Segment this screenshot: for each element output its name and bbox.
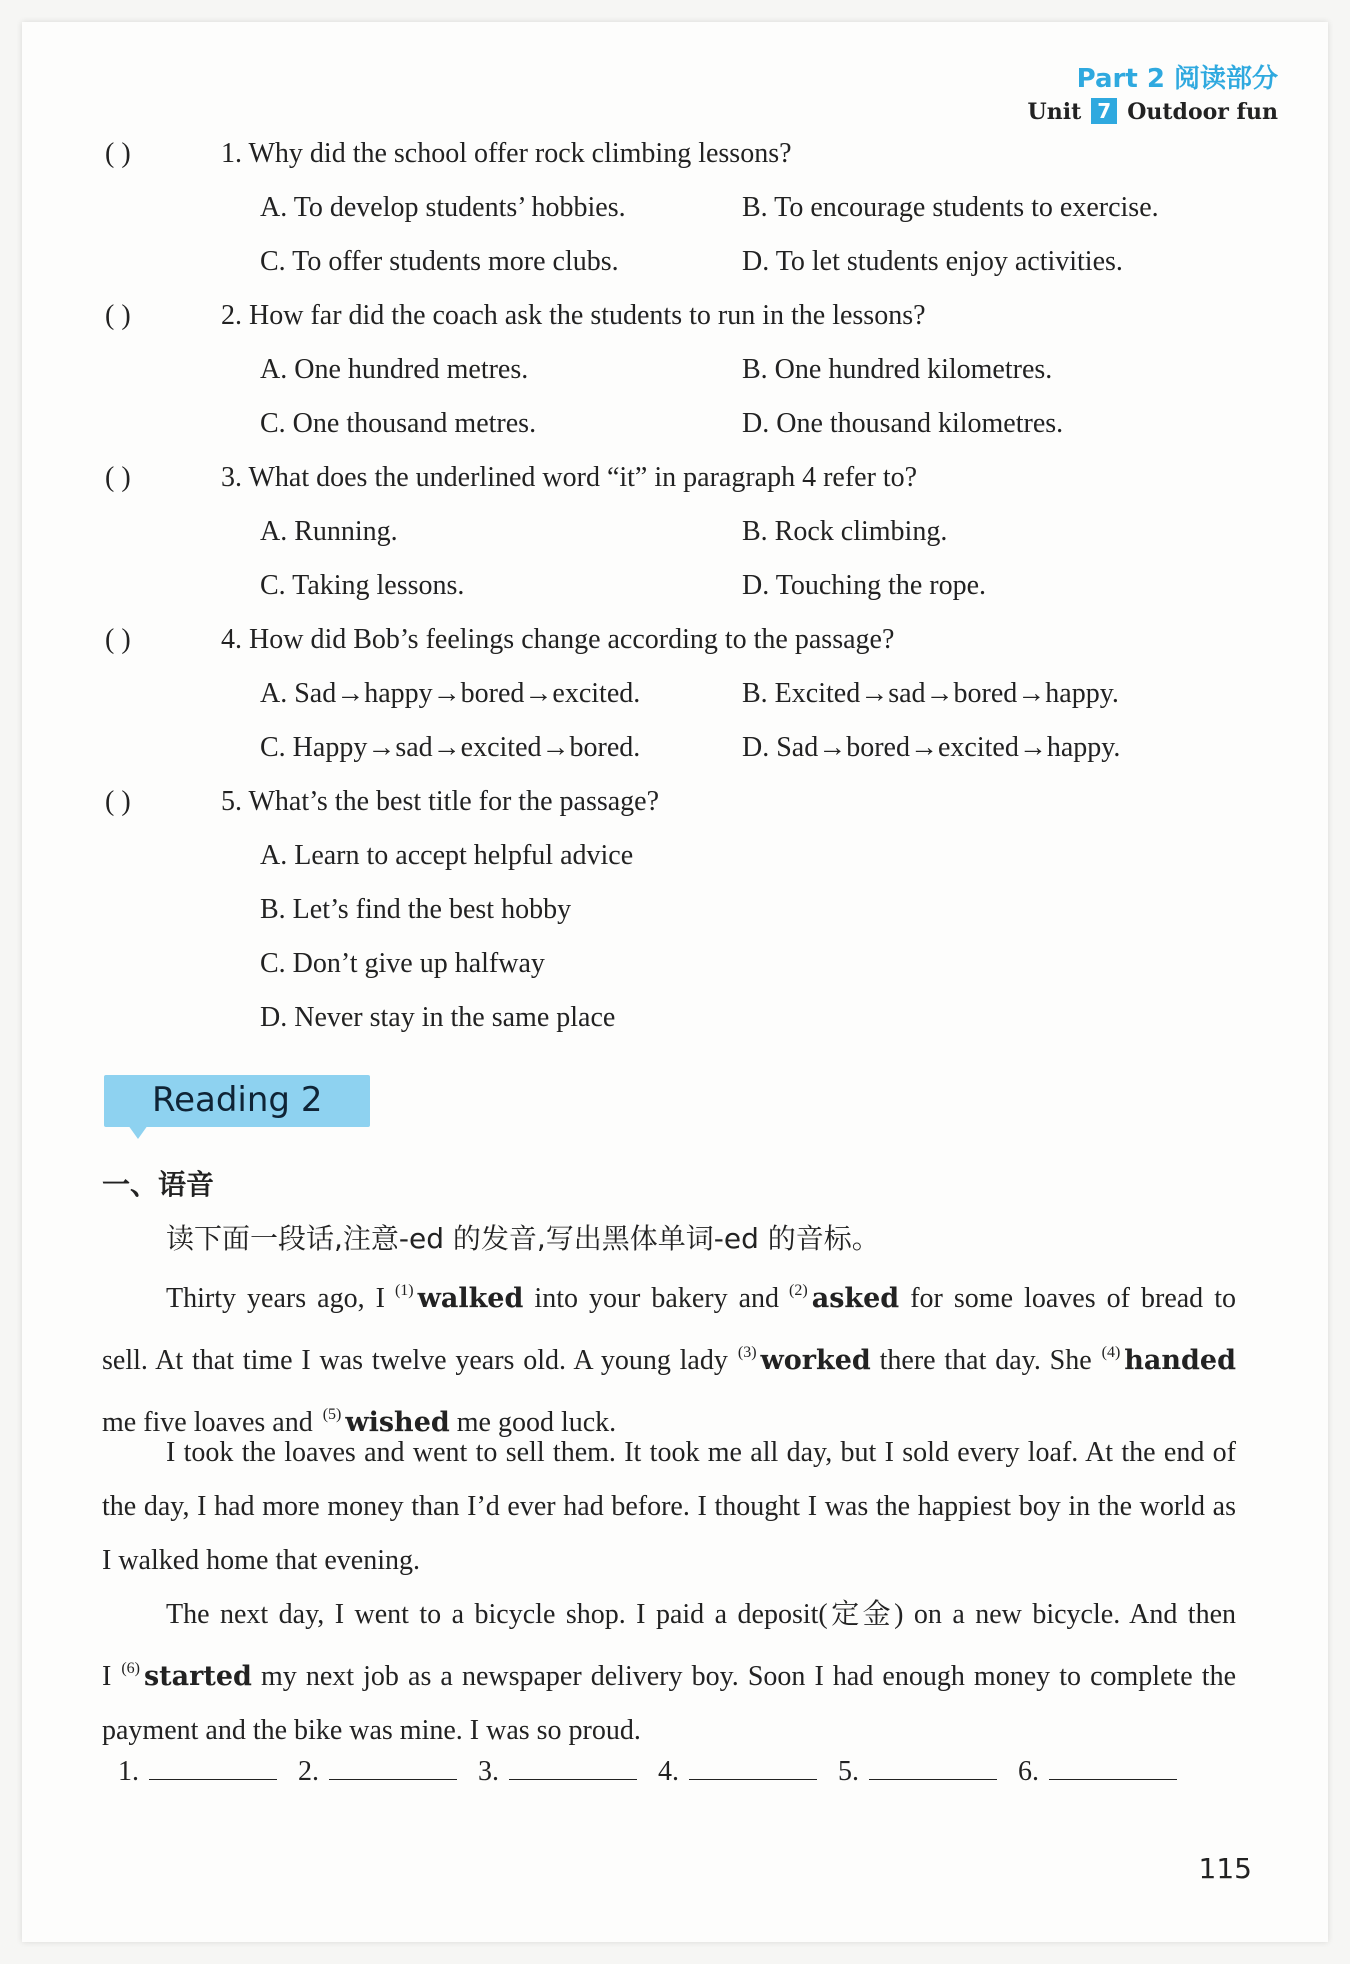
instruction: 读下面一段话,注意-ed 的发音,写出黑体单词-ed 的音标。 <box>166 1222 880 1255</box>
option-d: D. One thousand kilometres. <box>742 408 1064 439</box>
text: me good luck. <box>456 1407 617 1438</box>
blank-label: 6. <box>1018 1756 1039 1787</box>
blank-label: 3. <box>478 1756 499 1787</box>
bold-word: walked <box>417 1283 524 1314</box>
header-part: Part 2 阅读部分 <box>1076 64 1278 94</box>
blank-line[interactable] <box>869 1755 997 1780</box>
blank-number: (2) <box>789 1282 808 1299</box>
answer-paren[interactable]: ( ) <box>105 300 131 331</box>
answer-blank-1[interactable] <box>118 1755 277 1788</box>
option-a: A. Learn to accept helpful advice <box>260 840 634 871</box>
option-c: C. To offer students more clubs. <box>260 246 619 277</box>
unit-label: Unit <box>1027 99 1082 125</box>
bold-word: asked <box>811 1283 900 1314</box>
unit-number-badge: 7 <box>1091 98 1117 124</box>
text: for some loaves of bread to sell. At that time I was twelve years old. A young lady <box>102 1283 1236 1376</box>
answer-paren[interactable]: ( ) <box>105 786 131 817</box>
page-number: 115 <box>1198 1852 1252 1885</box>
answer-paren[interactable]: ( ) <box>105 138 131 169</box>
answer-paren[interactable]: ( ) <box>105 624 131 655</box>
question-text: 4. How did Bob’s feelings change according to the passage? <box>221 624 895 655</box>
question-3 <box>105 462 917 494</box>
option-c: C. Taking lessons. <box>260 570 465 601</box>
option-a: A. To develop students’ hobbies. <box>260 192 626 223</box>
blank-number: (3) <box>737 1344 757 1361</box>
paragraph-3 <box>102 1588 1236 1758</box>
question-4 <box>105 624 894 656</box>
answer-blank-6[interactable] <box>1018 1755 1177 1788</box>
text: into your bakery and <box>534 1283 780 1314</box>
option-b: B. To encourage students to exercise. <box>742 192 1159 223</box>
option-d: D. Never stay in the same place <box>260 1002 616 1033</box>
question-1 <box>105 138 792 170</box>
question-text: 1. Why did the school offer rock climbing lessons? <box>221 138 792 169</box>
option-b: B. Let’s find the best hobby <box>260 894 572 925</box>
header-unit <box>1028 98 1278 125</box>
option-c: C. Don’t give up halfway <box>260 948 545 979</box>
option-c: C. One thousand metres. <box>260 408 537 439</box>
answer-blank-3[interactable] <box>478 1755 637 1788</box>
text: my next job as a newspaper delivery boy. Soon I had enough money to complete the payment and the bike was mine. I was so proud. <box>102 1661 1237 1746</box>
blank-number: (4) <box>1101 1344 1121 1361</box>
answer-blanks <box>118 1755 1191 1788</box>
question-text: 2. How far did the coach ask the students to run in the lessons? <box>221 300 926 331</box>
question-2 <box>105 300 926 332</box>
option-b: B. Excited→sad→bored→happy. <box>742 678 1119 709</box>
reading-banner-title: Reading 2 <box>152 1080 323 1120</box>
answer-blank-4[interactable] <box>658 1755 817 1788</box>
question-text: 3. What does the underlined word “it” in paragraph 4 refer to? <box>221 462 918 493</box>
blank-number: (5) <box>322 1406 342 1423</box>
blank-line[interactable] <box>1049 1755 1177 1780</box>
blank-line[interactable] <box>329 1755 457 1780</box>
option-c: C. Happy→sad→excited→bored. <box>260 732 641 763</box>
question-text: 5. What’s the best title for the passage? <box>221 786 660 817</box>
banner-tail <box>128 1125 148 1139</box>
bold-word: started <box>143 1661 252 1692</box>
section-heading: 一、语音 <box>102 1168 215 1201</box>
option-d: D. Touching the rope. <box>742 570 987 601</box>
answer-paren[interactable]: ( ) <box>105 462 131 493</box>
bold-word: handed <box>1124 1345 1236 1376</box>
text: The next day, I went to a bicycle shop. I paid a deposit(定金) on a new bicycle. And then I <box>102 1599 1236 1692</box>
option-a: A. Sad→happy→bored→excited. <box>260 678 641 709</box>
paragraph-1 <box>102 1264 1236 1450</box>
blank-label: 4. <box>658 1756 679 1787</box>
blank-line[interactable] <box>149 1755 277 1780</box>
option-d: D. To let students enjoy activities. <box>742 246 1123 277</box>
question-5 <box>105 786 659 818</box>
option-a: A. Running. <box>260 516 398 547</box>
blank-label: 1. <box>118 1756 139 1787</box>
text: Thirty years ago, I <box>166 1283 385 1314</box>
text: there that day. She <box>879 1345 1092 1376</box>
option-b: B. Rock climbing. <box>742 516 948 547</box>
blank-number: (6) <box>121 1660 140 1677</box>
bold-word: worked <box>760 1345 871 1376</box>
blank-label: 5. <box>838 1756 859 1787</box>
option-d: D. Sad→bored→excited→happy. <box>742 732 1121 763</box>
option-b: B. One hundred kilometres. <box>742 354 1053 385</box>
answer-blank-2[interactable] <box>298 1755 457 1788</box>
unit-title: Outdoor fun <box>1127 99 1278 125</box>
text: me five loaves and <box>102 1407 313 1438</box>
answer-blank-5[interactable] <box>838 1755 997 1788</box>
blank-line[interactable] <box>509 1755 637 1780</box>
blank-label: 2. <box>298 1756 319 1787</box>
option-a: A. One hundred metres. <box>260 354 529 385</box>
paragraph-2: I took the loaves and went to sell them. It took me all day, but I sold every loaf. At the end of the day, I had more money than I’d ever had before. I thought I was the happiest boy in the world as I walked home that evening. <box>102 1437 1236 1576</box>
bold-word: wished <box>345 1407 450 1438</box>
blank-line[interactable] <box>689 1755 817 1780</box>
blank-number: (1) <box>394 1282 414 1299</box>
